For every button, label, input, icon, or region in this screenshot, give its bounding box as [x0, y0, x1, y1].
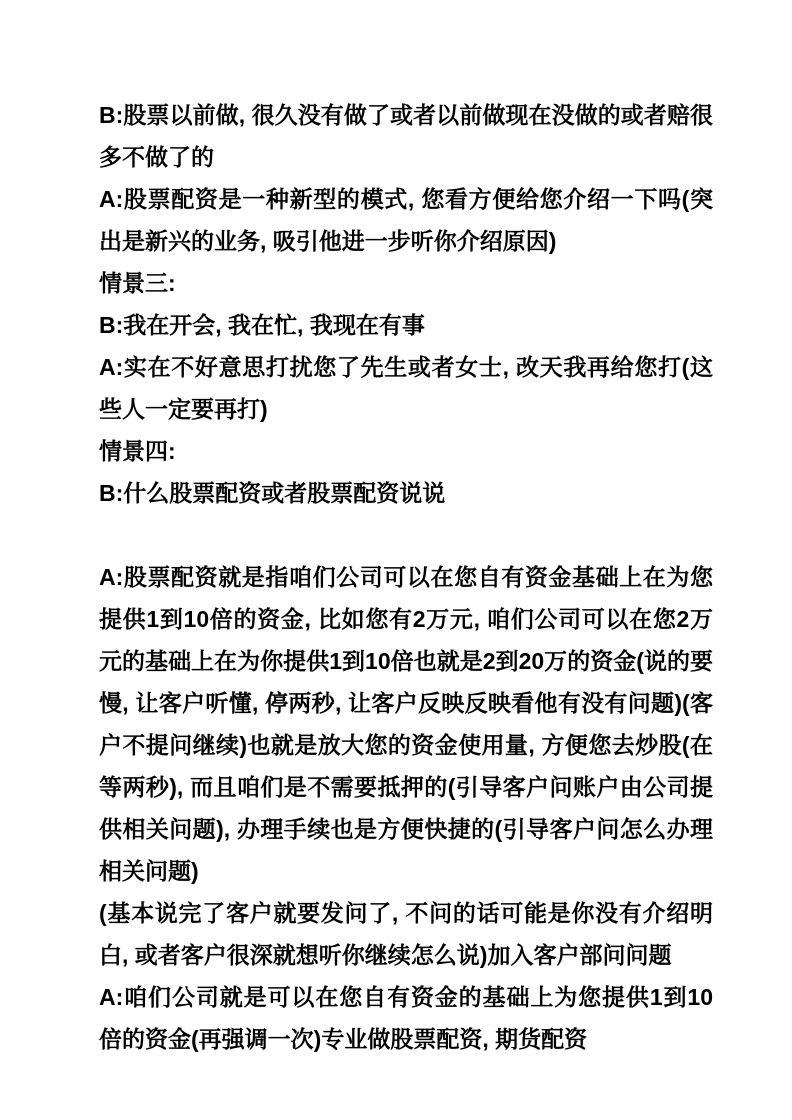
scenario-four-heading: 情景四:: [99, 438, 176, 464]
dialogue-line-b-what-is-peizi: B:什么股票配资或者股票配资说说: [99, 480, 446, 506]
scenario-three-heading: 情景三:: [99, 270, 176, 296]
dialogue-line-b-busy: B:我在开会, 我在忙, 我现在有事: [99, 312, 425, 338]
dialogue-line-a-apology-callback: A:实在不好意思打扰您了先生或者女士, 改天我再给您打(这些人一定要再打): [99, 354, 713, 422]
document-text-block: [99, 94, 713, 1060]
dialogue-line-a-new-model-intro: A:股票配资是一种新型的模式, 您看方便给您介绍一下吗(突出是新兴的业务, 吸引他进一步听你介绍原因): [99, 186, 713, 254]
note-customer-questions: (基本说完了客户就要发问了, 不问的话可能是你没有介绍明白, 或者客户很深就想听你继续怎么说)加入客户部问问题: [99, 900, 713, 968]
dialogue-line-a-peizi-explanation: A:股票配资就是指咱们公司可以在您自有资金基础上在为您提供1到10倍的资金, 比如您有2万元, 咱们公司可以在您2万元的基础上在为你提供1到10倍也就是2到20万的资金(说的要慢, 让客户听懂, 停两秒, 让客户反映反映看他有没有问题)(客户不提问继续)也就是放大您的资金使用量, 方便您去炒股(在等两秒), 而且咱们是不需要抵押的(引导客户问账户由公司提供相关问题), 办理手续也是方便快捷的(引导客户问怎么办理相关问题): [99, 564, 713, 884]
dialogue-line-a-company-summary: A:咱们公司就是可以在您自有资金的基础上为您提供1到10倍的资金(再强调一次)专业做股票配资, 期货配资: [99, 984, 713, 1052]
dialogue-line-b-stock-before: B:股票以前做, 很久没有做了或者以前做现在没做的或者赔很多不做了的: [99, 102, 713, 170]
